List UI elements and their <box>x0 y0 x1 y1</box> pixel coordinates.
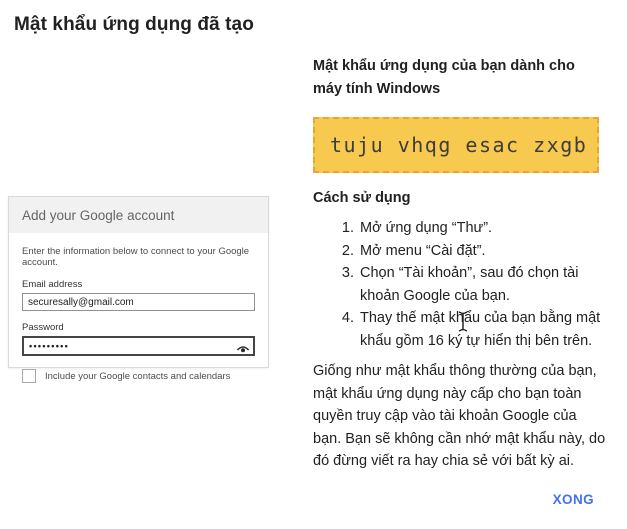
text-cursor-icon <box>458 311 468 337</box>
password-label: Password <box>22 322 64 333</box>
app-password-box <box>313 117 599 173</box>
windows-account-card <box>8 196 269 382</box>
instructions-heading: Mật khẩu ứng dụng của bạn dành cho máy tính Windows <box>313 58 575 97</box>
security-note: Giống như mật khẩu thông thường của bạn, mật khẩu ứng dụng này cấp cho bạn toàn quyền truy cập vào tài khoản Google của bạn. Bạn sẽ không cần nhớ mật khẩu này, do đó đừng viết ra hay chia sẻ với bất kỳ ai. <box>313 363 606 469</box>
windows-card-title: Add your Google account <box>22 207 175 223</box>
password-field-wrap <box>22 336 255 356</box>
done-button[interactable]: XONG <box>552 492 594 507</box>
email-field[interactable] <box>22 293 255 311</box>
usage-step: 3. Chọn “Tài khoản”, sau đó chọn tài khoản Google của bạn. <box>358 262 605 307</box>
contacts-checkbox[interactable] <box>22 369 36 383</box>
password-field[interactable] <box>22 336 255 356</box>
page-title: Mật khẩu ứng dụng đã tạo <box>14 14 254 35</box>
usage-step: 1. Mở ứng dụng “Thư”. <box>358 217 605 240</box>
usage-step: 2. Mở menu “Cài đặt”. <box>358 240 605 263</box>
contacts-checkbox-row <box>22 369 255 383</box>
windows-card-header <box>9 197 268 233</box>
usage-heading: Cách sử dụng <box>313 190 411 206</box>
password-reveal-eye-icon[interactable] <box>236 341 250 352</box>
usage-step: 4. Thay thế mật khẩu của bạn bằng mật khẩu gồm 16 ký tự hiển thị bên trên. <box>358 307 605 352</box>
windows-card-description: Enter the information below to connect to your Google account. <box>22 246 250 268</box>
contacts-checkbox-label: Include your Google contacts and calendars <box>45 370 231 382</box>
windows-card-body <box>9 233 268 383</box>
email-label: Email address <box>22 279 83 290</box>
app-password-value: tuju vhqg esac zxgb <box>330 133 588 157</box>
